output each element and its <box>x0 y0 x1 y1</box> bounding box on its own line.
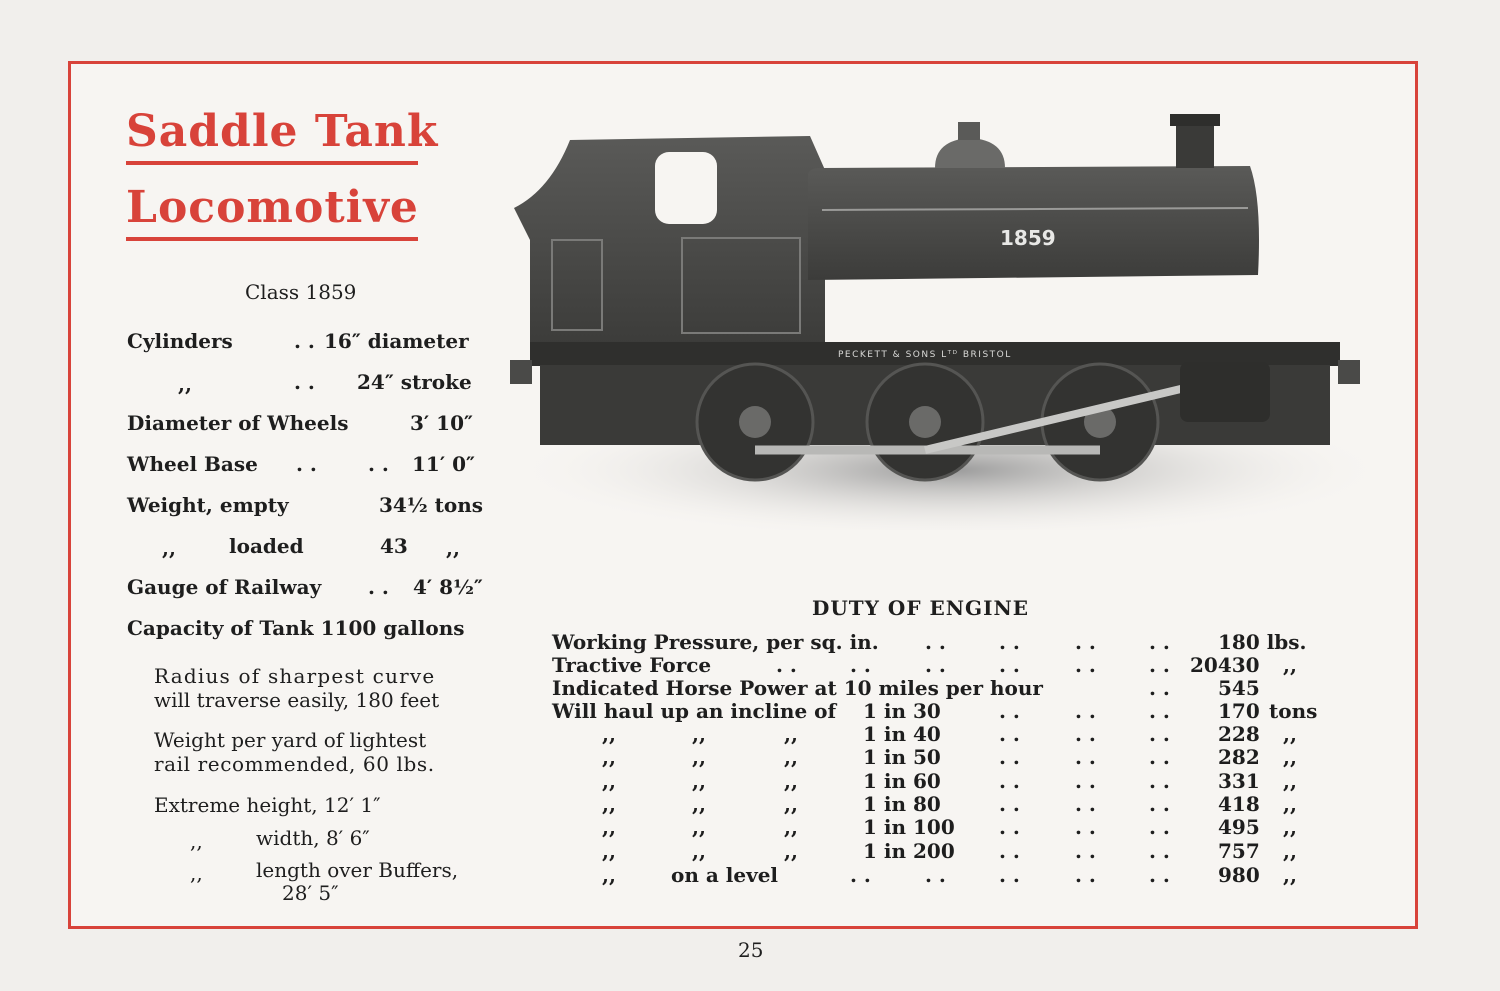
spec-wheelbase-dots2: . . <box>368 452 389 476</box>
spec-stroke-value: 24″ stroke <box>357 370 472 394</box>
duty-dots: . . <box>999 863 1020 887</box>
duty-dots: . . <box>999 699 1020 723</box>
note-length-value: 28′ 5″ <box>282 881 339 905</box>
duty-ditto: ,, <box>1283 863 1297 887</box>
spec-wheelbase-value: 11′ 0″ <box>412 452 475 476</box>
spec-cylinders-label: Cylinders <box>127 329 233 353</box>
duty-ditto: ,, <box>692 722 706 746</box>
duty-dots: . . <box>1075 815 1096 839</box>
duty-dots: . . <box>999 630 1020 654</box>
duty-dots: . . <box>999 745 1020 769</box>
duty-ditto: ,, <box>1283 722 1297 746</box>
duty-row-incline <box>552 699 1332 722</box>
steam-dome <box>935 138 1005 168</box>
duty-ditto: ,, <box>784 792 798 816</box>
duty-incline-grade: 1 in 40 <box>863 722 941 746</box>
duty-row-incline <box>552 792 1332 815</box>
duty-ditto: ,, <box>1283 745 1297 769</box>
duty-incline-value: 418 <box>1218 792 1260 816</box>
duty-ditto: ,, <box>692 769 706 793</box>
duty-dots: . . <box>776 653 797 677</box>
duty-ditto: ,, <box>784 839 798 863</box>
duty-ditto: ,, <box>784 745 798 769</box>
duty-pressure-label: Working Pressure, per sq. in. <box>552 630 879 654</box>
duty-ditto: ,, <box>1283 769 1297 793</box>
duty-dots: . . <box>1149 676 1170 700</box>
note-radius-1: Radius of sharpest curve <box>154 664 436 688</box>
duty-incline-value: 495 <box>1218 815 1260 839</box>
duty-dots: . . <box>999 792 1020 816</box>
duty-tractive-label: Tractive Force <box>552 653 712 677</box>
title-underline-1 <box>126 161 418 165</box>
duty-row-incline <box>552 722 1332 745</box>
duty-dots: . . <box>1149 630 1170 654</box>
duty-dots: . . <box>999 839 1020 863</box>
spec-loaded-value: 43 <box>380 534 408 558</box>
spec-loaded-label: loaded <box>229 534 304 558</box>
duty-ditto: ,, <box>1283 839 1297 863</box>
duty-level-label: on a level <box>671 863 779 887</box>
note-rail-1: Weight per yard of lightest <box>154 728 427 752</box>
duty-dots: . . <box>1075 769 1096 793</box>
duty-ditto: ,, <box>602 863 616 887</box>
chimney <box>1176 120 1214 168</box>
cylinder <box>1180 362 1270 422</box>
duty-dots: . . <box>1075 863 1096 887</box>
page-number: 25 <box>738 938 764 962</box>
spec-wheels-value: 3′ 10″ <box>410 411 473 435</box>
duty-ditto: ,, <box>602 815 616 839</box>
duty-level-value: 980 <box>1218 863 1260 887</box>
duty-ditto: ,, <box>602 745 616 769</box>
spec-wheels-label: Diameter of Wheels <box>127 411 349 435</box>
duty-row-pressure <box>552 630 1332 653</box>
duty-tractive-value: 20430 <box>1190 653 1260 677</box>
duty-ditto: ,, <box>602 722 616 746</box>
engine-number: 1859 <box>1000 226 1056 250</box>
duty-incline-value: 282 <box>1218 745 1260 769</box>
duty-dots: . . <box>925 863 946 887</box>
duty-row-incline <box>552 839 1332 862</box>
duty-dots: . . <box>1149 769 1170 793</box>
duty-ditto: ,, <box>1283 653 1297 677</box>
duty-dots: . . <box>925 630 946 654</box>
spec-cylinders-value: 16″ diameter <box>324 329 469 353</box>
spec-loaded-unit-ditto: ,, <box>446 536 460 560</box>
note-length: length over Buffers, <box>256 858 459 882</box>
duty-dots: . . <box>1149 653 1170 677</box>
duty-row-level <box>552 863 1332 886</box>
duty-ditto: ,, <box>692 839 706 863</box>
duty-incline-grade: 1 in 60 <box>863 769 941 793</box>
duty-ditto: ,, <box>1283 815 1297 839</box>
duty-dots: . . <box>1149 792 1170 816</box>
duty-incline-value: 757 <box>1218 839 1260 863</box>
duty-dots: . . <box>1075 630 1096 654</box>
duty-ditto: ,, <box>784 722 798 746</box>
duty-row-tractive <box>552 653 1332 676</box>
spec-cylinders-dots: . . <box>294 329 315 353</box>
makers-plate: PECKETT & SONS Lᵀᴰ BRISTOL <box>838 350 1012 360</box>
duty-incline-value: 170 <box>1218 699 1260 723</box>
spec-loaded-ditto: ,, <box>162 536 176 560</box>
spec-wheelbase-label: Wheel Base <box>127 452 258 476</box>
note-height: Extreme height, 12′ 1″ <box>154 793 381 817</box>
duty-ditto: ,, <box>602 769 616 793</box>
duty-ditto: ,, <box>692 815 706 839</box>
duty-ditto: ,, <box>602 792 616 816</box>
duty-dots: . . <box>1075 745 1096 769</box>
page-title-line2: Locomotive <box>126 182 419 233</box>
rear-buffer <box>510 360 532 384</box>
duty-dots: . . <box>925 653 946 677</box>
duty-row-horsepower <box>552 676 1332 699</box>
duty-ditto: ,, <box>784 815 798 839</box>
note-length-ditto-mark: ,, <box>190 861 203 885</box>
front-buffer <box>1338 360 1360 384</box>
duty-dots: . . <box>1149 745 1170 769</box>
duty-row-incline <box>552 745 1332 768</box>
duty-ditto: ,, <box>692 792 706 816</box>
spec-stroke-ditto: ,, <box>178 372 192 396</box>
duty-dots: . . <box>1075 792 1096 816</box>
duty-dots: . . <box>1075 653 1096 677</box>
safety-valves <box>958 122 980 140</box>
duty-hp-label: Indicated Horse Power at 10 miles per hour <box>552 676 1043 700</box>
duty-hp-value: 545 <box>1218 676 1260 700</box>
spec-wheelbase-dots1: . . <box>296 452 317 476</box>
duty-incline-grade: 1 in 30 <box>863 699 941 723</box>
spec-weight-empty-value: 34½ tons <box>379 493 484 517</box>
duty-ditto: ,, <box>692 745 706 769</box>
spec-weight-empty-label: Weight, empty <box>127 493 289 517</box>
duty-dots: . . <box>1149 839 1170 863</box>
duty-dots: . . <box>999 769 1020 793</box>
duty-pressure-value: 180 lbs. <box>1218 630 1307 654</box>
duty-dots: . . <box>999 722 1020 746</box>
cab-window <box>655 152 717 224</box>
duty-heading: DUTY OF ENGINE <box>812 596 1029 620</box>
note-radius-2: will traverse easily, 180 feet <box>154 688 440 712</box>
spec-stroke-dots: . . <box>294 370 315 394</box>
chimney-cap <box>1170 114 1220 126</box>
duty-ditto: ,, <box>1283 792 1297 816</box>
duty-row-incline <box>552 815 1332 838</box>
duty-haul-label: Will haul up an incline of <box>552 699 837 723</box>
duty-dots: . . <box>1149 699 1170 723</box>
driving-wheels <box>697 364 1158 480</box>
duty-incline-value: 331 <box>1218 769 1260 793</box>
duty-dots: . . <box>1149 863 1170 887</box>
spec-gauge-dots: . . <box>368 575 389 599</box>
duty-row-incline <box>552 769 1332 792</box>
duty-incline-grade: 1 in 200 <box>863 839 955 863</box>
note-width: width, 8′ 6″ <box>256 826 370 850</box>
duty-dots: . . <box>1075 839 1096 863</box>
duty-incline-grade: 1 in 80 <box>863 792 941 816</box>
spec-tank-capacity: Capacity of Tank 1100 gallons <box>127 616 465 640</box>
duty-dots: . . <box>850 653 871 677</box>
saddle-tank <box>808 166 1259 280</box>
duty-dots: . . <box>1149 815 1170 839</box>
duty-incline-grade: 1 in 100 <box>863 815 955 839</box>
note-width-ditto-mark: ,, <box>190 829 203 853</box>
spec-gauge-value: 4′ 8½″ <box>413 575 483 599</box>
locomotive-illustration <box>510 110 1390 530</box>
duty-dots: . . <box>1075 699 1096 723</box>
duty-dots: . . <box>999 653 1020 677</box>
note-rail-2: rail recommended, 60 lbs. <box>154 752 435 776</box>
duty-dots: . . <box>1075 722 1096 746</box>
duty-dots: . . <box>999 815 1020 839</box>
class-label: Class 1859 <box>245 280 357 304</box>
title-underline-2 <box>126 237 418 241</box>
spec-gauge-label: Gauge of Railway <box>127 575 322 599</box>
duty-dots: . . <box>850 863 871 887</box>
duty-incline-grade: 1 in 50 <box>863 745 941 769</box>
duty-unit-tons: tons <box>1269 699 1318 723</box>
duty-dots: . . <box>1149 722 1170 746</box>
page-title-line1: Saddle Tank <box>126 106 439 157</box>
duty-ditto: ,, <box>784 769 798 793</box>
duty-ditto: ,, <box>602 839 616 863</box>
duty-incline-value: 228 <box>1218 722 1260 746</box>
